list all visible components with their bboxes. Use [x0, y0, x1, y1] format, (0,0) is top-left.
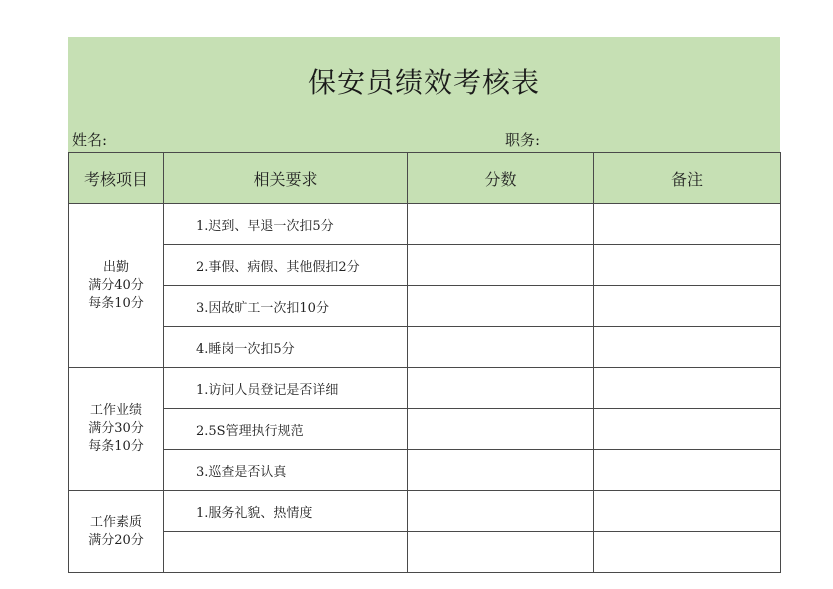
assessment-table: [68, 152, 781, 573]
category-per-item: 每条10分: [88, 295, 144, 311]
requirement-cell: 1.访问人员登记是否详细: [164, 368, 408, 409]
remarks-cell[interactable]: [594, 245, 781, 286]
score-cell[interactable]: [408, 491, 594, 532]
table-row: [69, 204, 781, 245]
score-cell[interactable]: [408, 450, 594, 491]
score-cell[interactable]: [408, 245, 594, 286]
category-name: 工作业绩: [89, 403, 142, 418]
remarks-cell[interactable]: [594, 368, 781, 409]
column-header-requirement: 相关要求: [164, 153, 408, 204]
table-row: [69, 450, 781, 491]
remarks-cell[interactable]: [594, 286, 781, 327]
requirement-cell: 2.事假、病假、其他假扣2分: [164, 245, 408, 286]
score-cell[interactable]: [408, 286, 594, 327]
remarks-cell[interactable]: [594, 532, 781, 573]
remarks-cell[interactable]: [594, 409, 781, 450]
category-cell-attendance: [69, 204, 164, 368]
table-header-row: [69, 153, 781, 204]
category-name: 工作素质: [89, 514, 142, 530]
category-max-score: 满分30分: [88, 421, 144, 436]
column-header-score: 分数: [408, 153, 594, 204]
column-header-remarks: 备注: [594, 153, 781, 204]
column-header-item: 考核项目: [69, 153, 164, 204]
requirement-cell: 2.5S管理执行规范: [164, 409, 408, 450]
table-row: [69, 491, 781, 532]
category-max-score: 满分40分: [88, 277, 144, 293]
table-row: [69, 532, 781, 573]
table-row: [69, 409, 781, 450]
name-field-label: 姓名:: [72, 131, 108, 149]
score-cell[interactable]: [408, 368, 594, 409]
category-cell-performance: [69, 368, 164, 491]
requirement-cell: 1.迟到、早退一次扣5分: [164, 204, 408, 245]
remarks-cell[interactable]: [594, 204, 781, 245]
requirement-cell: 4.睡岗一次扣5分: [164, 327, 408, 368]
requirement-cell: 3.因故旷工一次扣10分: [164, 286, 408, 327]
category-max-score: 满分20分: [88, 532, 144, 548]
position-field-label: 职务:: [505, 131, 541, 149]
score-cell[interactable]: [408, 204, 594, 245]
table-row: [69, 327, 781, 368]
score-cell[interactable]: [408, 327, 594, 368]
remarks-cell[interactable]: [594, 450, 781, 491]
category-per-item: 每条10分: [88, 439, 144, 454]
remarks-cell[interactable]: [594, 327, 781, 368]
assessment-sheet: [68, 37, 780, 548]
header-band: [68, 37, 780, 153]
score-cell[interactable]: [408, 532, 594, 573]
requirement-cell: [164, 532, 408, 573]
category-cell-quality: [69, 491, 164, 573]
score-cell[interactable]: [408, 409, 594, 450]
table-row: [69, 368, 781, 409]
table-row: [69, 245, 781, 286]
remarks-cell[interactable]: [594, 491, 781, 532]
document-title: 保安员绩效考核表: [307, 66, 540, 99]
requirement-cell: 1.服务礼貌、热情度: [164, 491, 408, 532]
table-row: [69, 286, 781, 327]
requirement-cell: 3.巡查是否认真: [164, 450, 408, 491]
category-name: 出勤: [102, 259, 129, 275]
